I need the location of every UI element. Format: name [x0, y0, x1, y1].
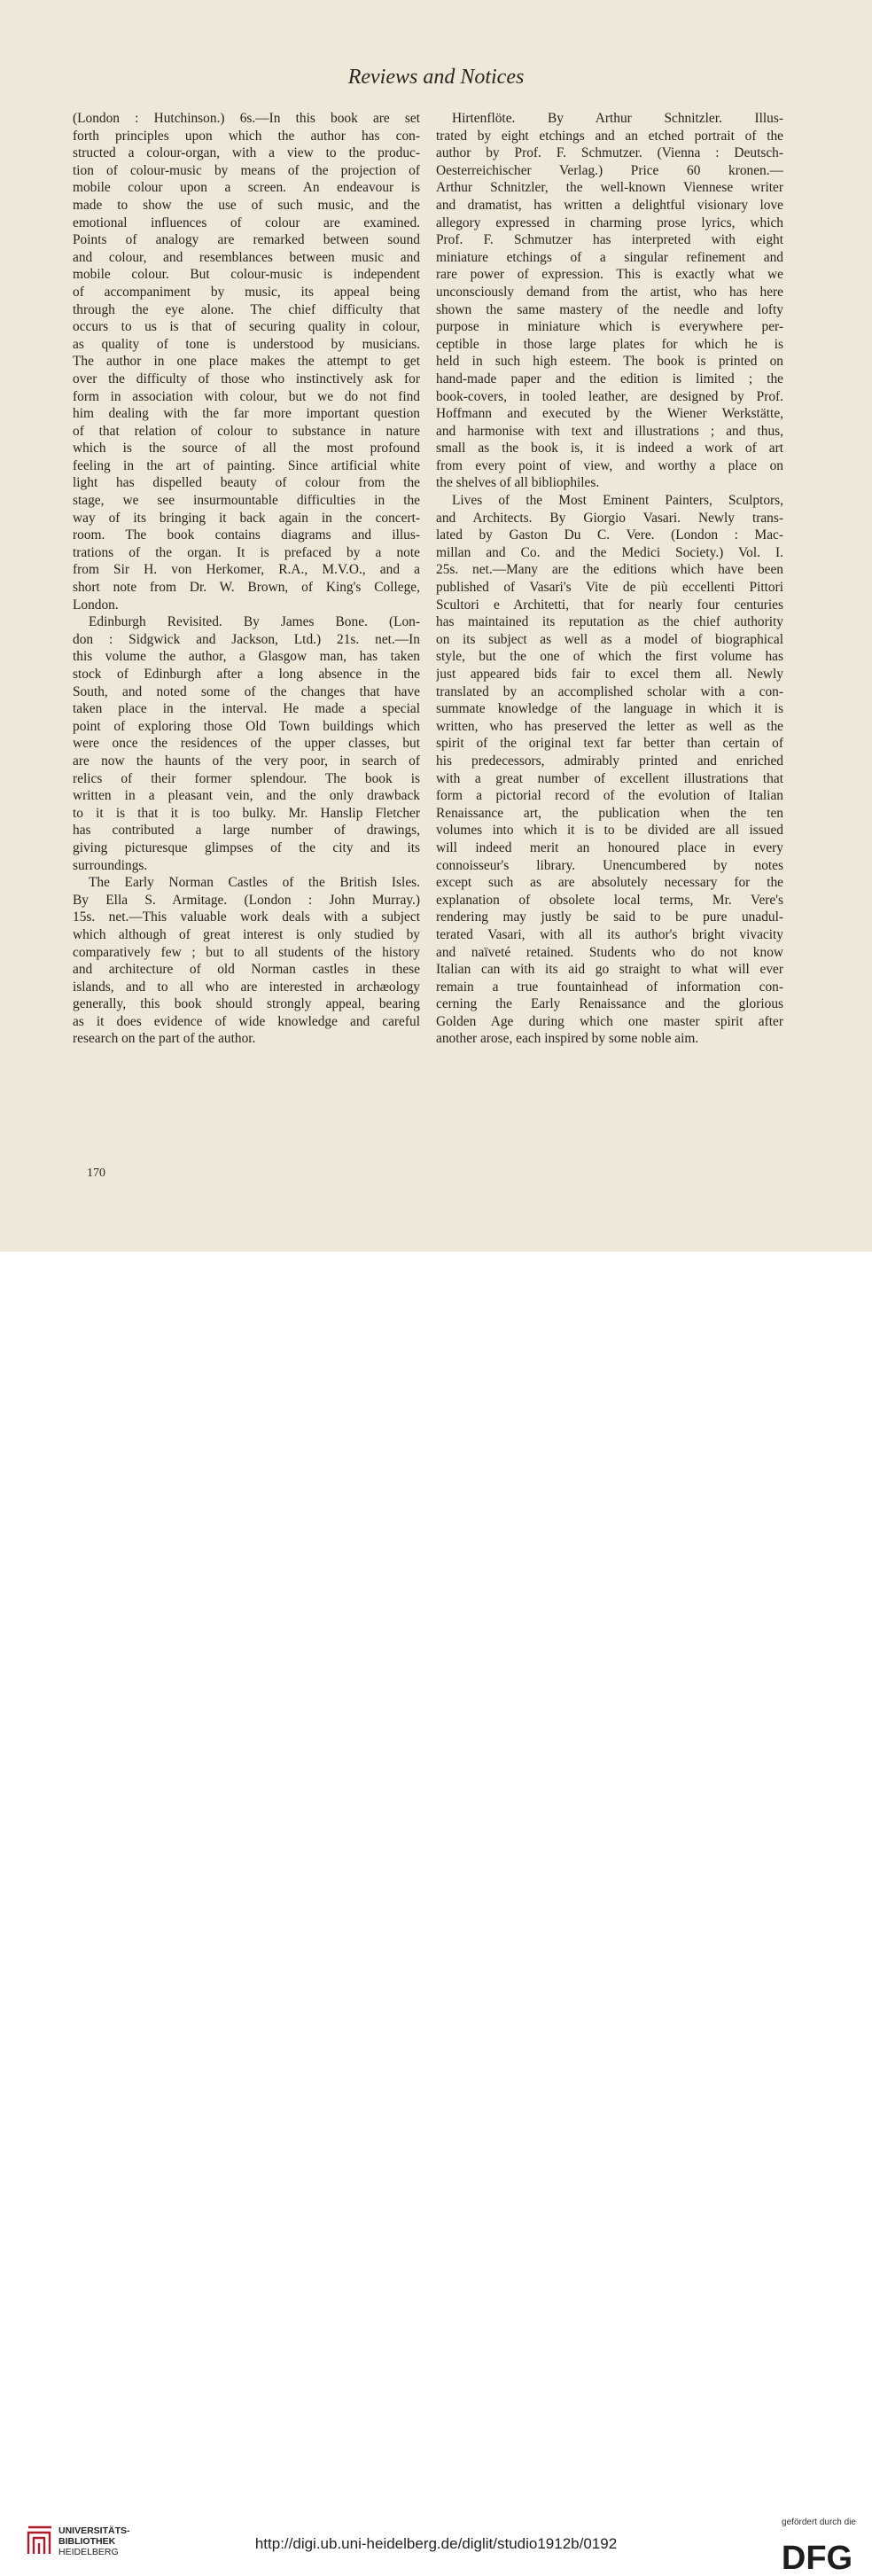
- text-line: structed a colour-organ, with a view to the produc-: [73, 145, 420, 161]
- text-line: Scultori e Architetti, that for nearly four centuries: [436, 597, 783, 613]
- text-line: stock of Edinburgh after a long absence in the: [73, 667, 420, 682]
- text-line: as it does evidence of wide knowledge and careful: [73, 1013, 420, 1029]
- text-line: cerning the Early Renaissance and the glorious: [436, 996, 783, 1012]
- text-line: 25s. net.—Many are the editions which have been: [436, 562, 783, 578]
- text-line: has maintained its reputation as the chief authority: [436, 614, 783, 630]
- text-line: Renaissance art, the publication when the ten: [436, 805, 783, 821]
- text-line: stage, we see insurmountable difficulties in the: [73, 493, 420, 509]
- text-line: taken place in the interval. He made a special: [73, 701, 420, 717]
- text-line: Arthur Schnitzler, the well-known Viennese writer: [436, 180, 783, 196]
- text-line: surroundings.: [73, 857, 148, 873]
- dfg-logo-text: DFG: [781, 2540, 853, 2576]
- text-line: Hoffmann and executed by the Wiener Werkstätte,: [436, 406, 783, 422]
- text-line: of that relation of colour to substance in nature: [73, 423, 420, 439]
- text-line: South, and noted some of the changes that have: [73, 683, 420, 699]
- university-name-line1: UNIVERSITÄTS-: [58, 2525, 130, 2536]
- text-line: trations of the organ. It is prefaced by a note: [73, 544, 420, 560]
- text-line: The author in one place makes the attempt to get: [73, 354, 420, 370]
- text-line: London.: [73, 597, 119, 613]
- page-number: 170: [87, 1167, 105, 1180]
- text-line: and dramatist, has written a delightful visionary love: [436, 197, 783, 213]
- text-line: By Ella S. Armitage. (London : John Murray.): [73, 892, 420, 908]
- text-line: has contributed a large number of drawings,: [73, 823, 420, 839]
- text-line: connoisseur's library. Unencumbered by notes: [436, 857, 783, 873]
- text-line: author by Prof. F. Schmutzer. (Vienna : Deutsch-: [436, 145, 783, 161]
- text-line: form in association with colour, but we do not find: [73, 388, 420, 404]
- text-line: and harmonise with text and illustrations ; and thus,: [436, 423, 783, 439]
- text-line: and naïveté retained. Students who do not know: [436, 944, 783, 960]
- text-line: him dealing with the far more important question: [73, 406, 420, 422]
- text-line: remain a true fountainhead of information con-: [436, 979, 783, 995]
- text-line: millan and Co. and the Medici Society.) Vol. I.: [436, 544, 783, 560]
- text-line: Edinburgh Revisited. By James Bone. (Lon-: [89, 614, 420, 630]
- dfg-logo-icon: [775, 2535, 860, 2576]
- text-line: Points of analogy are remarked between sound: [73, 232, 420, 248]
- text-line: will indeed merit an honoured place in every: [436, 839, 783, 855]
- text-line: comparatively few ; but to all students of the history: [73, 944, 420, 960]
- text-line: translated by an accomplished scholar with a con-: [436, 683, 783, 699]
- running-head: Reviews and Notices: [347, 66, 525, 89]
- text-line: rare power of expression. This is exactly what we: [436, 267, 783, 283]
- text-line: held in such high esteem. The book is printed on: [436, 354, 783, 370]
- text-line: don : Sidgwick and Jackson, Ltd.) 21s. net.—In: [73, 631, 420, 647]
- text-line: small as the book is, it is indeed a work of art: [436, 441, 783, 457]
- scanned-page: [0, 0, 872, 1252]
- text-line: from Sir H. von Herkomer, R.A., M.V.O., and a: [73, 562, 420, 578]
- text-line: are now the haunts of the very poor, in search of: [73, 753, 420, 769]
- text-line: Oesterreichischer Verlag.) Price 60 kronen.—: [436, 162, 783, 178]
- text-line: islands, and to all who are interested in archæology: [73, 979, 420, 995]
- text-line: just appeared bids fair to excel them all. Newly: [436, 667, 783, 682]
- text-line: way of its bringing it back again in the concert-: [73, 510, 420, 526]
- text-line: on its subject as well as a model of biographical: [436, 631, 783, 647]
- text-line: short note from Dr. W. Brown, of King's College,: [73, 580, 420, 596]
- university-name-line2: BIBLIOTHEK: [58, 2536, 116, 2547]
- text-line: occurs to us is that of securing quality in colour,: [73, 319, 420, 335]
- text-line: allegory expressed in charming prose lyrics, which: [436, 215, 783, 230]
- text-line: unconsciously demand from the artist, who has here: [436, 284, 783, 300]
- text-line: miniature etchings of a singular refinement and: [436, 249, 783, 265]
- text-line: written, who has preserved the letter as well as the: [436, 718, 783, 734]
- text-line: mobile colour upon a screen. An endeavour is: [73, 180, 420, 196]
- text-line: mobile colour. But colour-music is independent: [73, 267, 420, 283]
- text-line: book-covers, in tooled leather, are designed by Prof.: [436, 388, 783, 404]
- text-line: and Architects. By Giorgio Vasari. Newly trans-: [436, 510, 783, 526]
- text-line: with a great number of excellent illustrations that: [436, 770, 783, 786]
- text-line: emotional influences of colour are examined.: [73, 215, 420, 230]
- text-line: tion of colour-music by means of the projection of: [73, 162, 420, 178]
- text-line: the shelves of all bibliophiles.: [436, 475, 600, 491]
- text-line: and colour, and resemblances between music and: [73, 249, 420, 265]
- text-line: point of exploring those Old Town buildings which: [73, 718, 420, 734]
- text-line: over the difficulty of those who instinctively ask for: [73, 371, 420, 386]
- text-line: except such as are absolutely necessary for the: [436, 875, 783, 891]
- text-line: Lives of the Most Eminent Painters, Sculptors,: [452, 493, 783, 509]
- university-name-line3: HEIDELBERG: [58, 2547, 119, 2557]
- text-line: volumes into which it is to be divided are all issued: [436, 823, 783, 839]
- text-line: room. The book contains diagrams and illus-: [73, 527, 420, 543]
- text-line: written in a pleasant vein, and the only drawback: [73, 788, 420, 804]
- text-line: spirit of the original text far better than certain of: [436, 736, 783, 752]
- text-line: to it is that it is too bulky. Mr. Hanslip Fletcher: [73, 805, 420, 821]
- text-line: rendering may justly be said to be pure unadul-: [436, 909, 783, 925]
- text-line: research on the part of the author.: [73, 1031, 256, 1047]
- text-line: light has dispelled beauty of colour from the: [73, 475, 420, 491]
- text-line: forth principles upon which the author has con-: [73, 128, 420, 144]
- text-line: generally, this book should strongly appeal, bearing: [73, 996, 420, 1012]
- text-line: (London : Hutchinson.) 6s.—In this book are set: [73, 111, 420, 126]
- text-line: giving picturesque glimpses of the city and its: [73, 839, 420, 855]
- text-line: Prof. F. Schmutzer has interpreted with eight: [436, 232, 783, 248]
- permalink-url[interactable]: http://digi.ub.uni-heidelberg.de/diglit/studio1912b/0192: [254, 2535, 618, 2552]
- text-line: style, but the one of which the first volume has: [436, 649, 783, 665]
- text-line: from every point of view, and worthy a place on: [436, 457, 783, 473]
- text-line: relics of their former splendour. The book is: [73, 770, 420, 786]
- text-line: another arose, each inspired by some noble aim.: [436, 1031, 699, 1047]
- text-line: 15s. net.—This valuable work deals with a subject: [73, 909, 420, 925]
- text-line: and architecture of old Norman castles in these: [73, 962, 420, 978]
- funding-note: gefördert durch die: [782, 2517, 856, 2527]
- text-line: made to show the use of such music, and the: [73, 197, 420, 213]
- text-line: trated by eight etchings and an etched portrait of the: [436, 128, 783, 144]
- text-line: through the eye alone. The chief difficulty that: [73, 301, 420, 317]
- text-line: Italian can with its aid go straight to what will ever: [436, 962, 783, 978]
- text-line: ceptible in those large plates for which he is: [436, 336, 783, 352]
- right-column: [436, 110, 783, 1048]
- left-column: [73, 110, 420, 1048]
- text-line: published of Vasari's Vite de più eccellenti Pittori: [436, 580, 783, 596]
- text-line: The Early Norman Castles of the British Isles.: [89, 875, 420, 891]
- text-line: his predecessors, admirably printed and enriched: [436, 753, 783, 769]
- footer-bar: [0, 1252, 872, 2576]
- text-line: explanation of obsolete local terms, Mr. Vere's: [436, 892, 783, 908]
- text-line: of accompaniment by music, its appeal being: [73, 284, 420, 300]
- text-line: feeling in the art of painting. Since artificial white: [73, 457, 420, 473]
- text-line: which is the source of all the most profound: [73, 441, 420, 457]
- text-line: summate knowledge of the language in which it is: [436, 701, 783, 717]
- text-line: this volume the author, a Glasgow man, has taken: [73, 649, 420, 665]
- text-line: form a pictorial record of the evolution of Italian: [436, 788, 783, 804]
- text-line: Golden Age during which one master spirit after: [436, 1013, 783, 1029]
- text-line: Hirtenflöte. By Arthur Schnitzler. Illus-: [452, 111, 783, 126]
- text-line: as quality of tone is understood by musicians.: [73, 336, 420, 352]
- text-line: lated by Gaston Du C. Vere. (London : Mac-: [436, 527, 783, 543]
- text-line: purpose in miniature which is everywhere per-: [436, 319, 783, 335]
- text-line: shown the same mastery of the needle and lofty: [436, 301, 783, 317]
- text-line: hand-made paper and the edition is limited ; the: [436, 371, 783, 386]
- text-line: were once the residences of the upper classes, but: [73, 736, 420, 752]
- text-line: terated Vasari, with all its author's bright vivacity: [436, 926, 783, 942]
- text-line: which although of great interest is only studied by: [73, 926, 420, 942]
